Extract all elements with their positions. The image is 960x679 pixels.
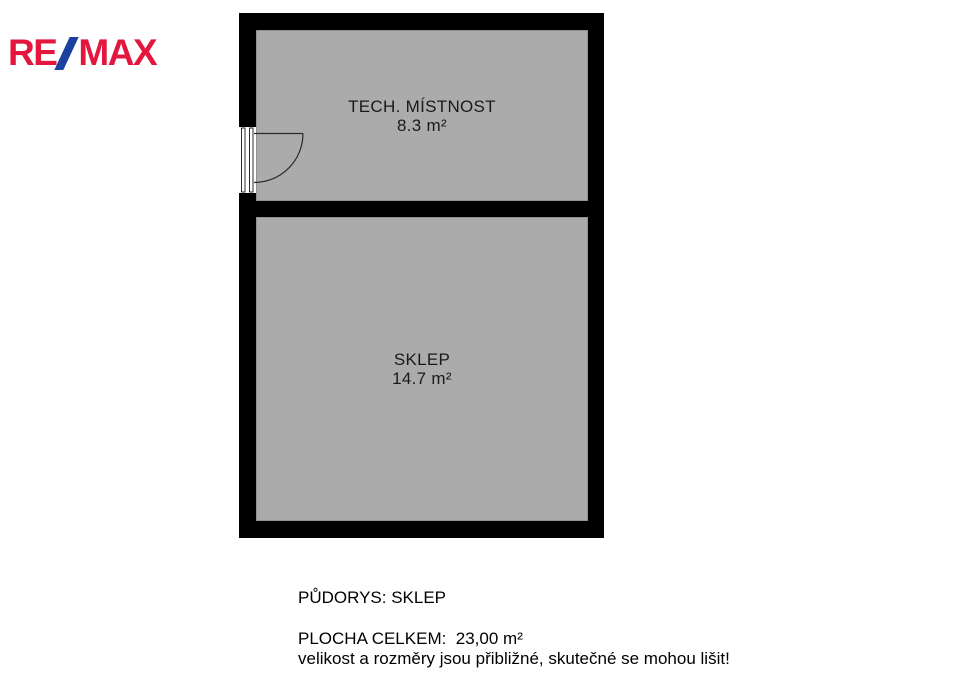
room-area: 14.7 m² [392, 369, 452, 388]
room-sklep [256, 217, 588, 521]
room-name: TECH. MÍSTNOST [348, 96, 496, 116]
plan-title: PŮDORYS: SKLEP [298, 588, 447, 607]
door-jamb-right [250, 128, 254, 192]
logo-text-max: MAX [78, 32, 157, 73]
logo-slash-icon [55, 37, 79, 70]
room-area: 8.3 m² [397, 115, 447, 135]
total-area: PLOCHA CELKEM: 23,00 m² [298, 629, 523, 648]
room-tech-mistnost [256, 30, 588, 201]
remax-logo [8, 32, 157, 73]
door-opening [239, 127, 256, 193]
floor-plan [239, 13, 604, 538]
logo-text-re: RE [8, 32, 57, 73]
room-name: SKLEP [393, 350, 451, 369]
disclaimer: velikost a rozměry jsou přibližné, skutečné se mohou lišit! [298, 649, 730, 668]
door-jamb-left [242, 128, 246, 192]
caption-block [298, 588, 730, 669]
